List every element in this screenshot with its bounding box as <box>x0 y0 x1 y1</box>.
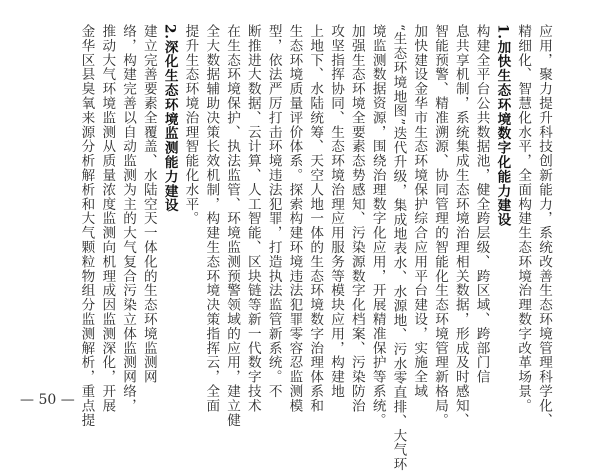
page-number: — 50 — <box>20 392 75 408</box>
text-line: 构建全平台公共数据池，健全跨层级、跨区域、跨部门信 <box>473 24 490 384</box>
text-line: 生态环境质量评价体系。探索构建环境违法犯罪零容忍监测模 <box>286 24 303 413</box>
text-line: “生态环境地图”迭代升级，集成地表水、水源地、污水零直排、大气环 <box>390 24 407 472</box>
text-line: 息共享机制，系统集成生态环境治理相关数据，形成及时感知、 <box>452 24 469 428</box>
text-line: 加强生态环境全要素态势感知、污染源数字化档案、污染防治 <box>348 24 365 413</box>
text-line: 加快建设金华市生态环境保护综合应用平台建设，实施全域 <box>411 24 428 399</box>
text-line: 断推进大数据、云计算、人工智能、区块链等新一代数字技术 <box>244 24 261 413</box>
text-line: 精细化、智慧化水平，全面构建生态环境治理数字改革场景。 <box>515 24 532 413</box>
text-line: 推动大气环境监测从质量浓度监测向机理成因监测深化，开展 <box>99 24 116 413</box>
text-line: 智能预警、精准溯源、协同管理的智能化生态环境管理新格局。 <box>432 24 449 428</box>
section-heading: 1.加快生态环境数字化能力建设 <box>494 24 511 227</box>
text-line: 提升生态环境治理智能化水平。 <box>182 24 199 226</box>
text-line: 应用，聚力提升科技创新能力，系统改善生态环境管理科学化、 <box>536 24 552 428</box>
text-line: 上地下、水陆统筹、天空人地一体的生态环境数字治理体系和 <box>307 24 324 413</box>
text-line: 在生态环境保护、执法监管、环境监测预警领域的应用，建立健 <box>224 24 241 428</box>
text-line: 型，依法严厉打击环境违法犯罪，打造执法监管新系统。不 <box>265 24 282 399</box>
body-text <box>76 24 554 472</box>
text-line: 建立完善要素全覆盖、水陆空天一体化的生态环境监测网 <box>140 24 157 384</box>
text-line: 络，构建完善以自动监测为主的大气复合污染立体监测网络， <box>120 24 137 413</box>
text-line: 金华区县臭氧来源分析解析和大气颗粒物组分监测解析，重点提 <box>78 24 95 428</box>
text-line: 境监测数据资源，围绕治理数字化应用，开展精准保护等系统。 <box>369 24 386 428</box>
text-line: 攻坚指挥协同、生态环境治理应用服务等模块应用，构建地 <box>328 24 345 399</box>
text-line: 全大数据辅助决策长效机制，构建生态环境决策指挥云，全面 <box>203 24 220 413</box>
section-heading: 2.深化生态环境监测能力建设 <box>161 24 178 213</box>
